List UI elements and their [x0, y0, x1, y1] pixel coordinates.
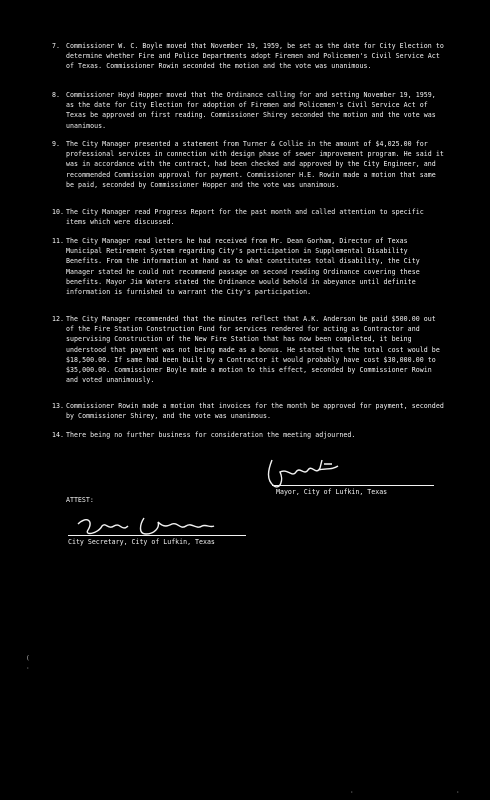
item-number: 8. [52, 91, 61, 99]
mayor-caption: Mayor, City of Lufkin, Texas [276, 488, 388, 496]
minutes-item [52, 207, 444, 227]
minutes-item [52, 401, 444, 421]
item-number: 11. [52, 237, 65, 245]
minutes-item [52, 90, 444, 131]
attest-label: ATTEST: [66, 496, 94, 504]
minutes-item [52, 236, 444, 297]
minutes-item [52, 139, 444, 190]
item-text: The City Manager read letters he had received from Mr. Dean Gorham, Director of Texas Municipal Retirement System regarding City's participation in Supplemental Disability Benefits. From the information at hand as to what constitutes total disability, the City Manager stated he could not recommend passage on second reading Ordinance covering these benefits. Mayor Jim Waters stated the Ordinance would behold in abeyance until definite information is furnished to warrant the City's participation. [66, 237, 420, 297]
item-number: 14. [52, 431, 65, 439]
minutes-item [52, 41, 444, 72]
margin-mark: · [456, 789, 460, 796]
minutes-item [52, 430, 444, 440]
item-number: 12. [52, 315, 65, 323]
secretary-caption: City Secretary, City of Lufkin, Texas [68, 538, 215, 546]
minutes-item [52, 314, 444, 385]
margin-mark: · [350, 789, 354, 796]
item-text: The City Manager recommended that the minutes reflect that A.K. Anderson be paid $500.00 out of the Fire Station Construction Fund for services rendered for acting as Contractor and supervising Construction of the New Fire Station that has now been completed, it being understood that payment was not being made as a bonus. He stated that the total cost would be $18,500.00. If same had been built by a Contractor it would probably have cost $30,000.00 to $35,000.00. Commissioner Boyle made a motion to this effect, seconded by Commissioner Rowin and voted unanimously. [66, 315, 440, 385]
item-number: 9. [52, 140, 61, 148]
item-text: The City Manager presented a statement from Turner & Collie in the amount of $4,025.00 for professional services in connection with design phase of sewer improvement program. He said it was in accordance with the contract, had been checked and approved by the City Engineer, and recommended Commission approval for payment. Commissioner H.E. Rowin made a motion that same be paid, seconded by Commissioner Hopper and the vote was unanimous. [66, 140, 444, 189]
item-number: 13. [52, 402, 65, 410]
item-text: Commissioner W. C. Boyle moved that November 19, 1959, be set as the date for City Election to determine whether Fire and Police Departments adopt Firemen and Policemen's Civil Service Act of Texas. Commissioner Rowin seconded the motion and the vote was unanimous. [66, 42, 444, 71]
item-text: Commissioner Hoyd Hopper moved that the Ordinance calling for and setting November 19, 1959, as the date for City Election for adoption of Firemen and Policemen's Civil Service Act of Texas be approved on first reading. Commissioner Shirey seconded the motion and the vote was unanimous. [66, 91, 436, 130]
item-number: 7. [52, 42, 61, 50]
mayor-signature-line [272, 485, 434, 486]
item-text: The City Manager read Progress Report for the past month and called attention to specific items which were discussed. [66, 208, 424, 227]
item-text: Commissioner Rowin made a motion that invoices for the month be approved for payment, seconded by Commissioner Shirey, and the vote was unanimous. [66, 402, 444, 421]
margin-mark: · [26, 665, 30, 672]
margin-mark: ( [26, 655, 30, 662]
item-number: 10. [52, 208, 65, 216]
secretary-signature-line [68, 535, 246, 536]
item-text: There being no further business for consideration the meeting adjourned. [66, 431, 356, 439]
